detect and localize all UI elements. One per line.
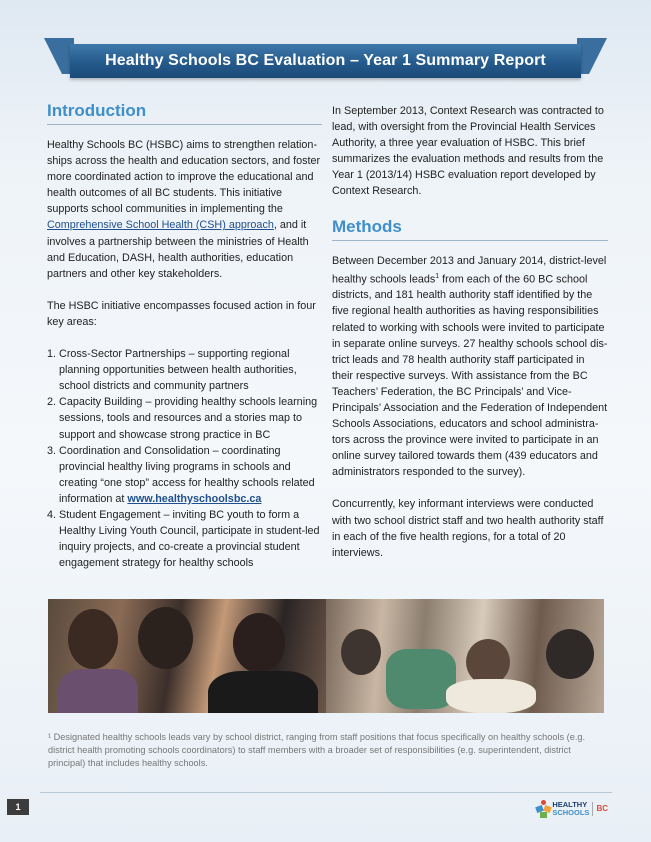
list-item [47, 394, 322, 442]
workshop-photo [326, 599, 604, 713]
intro-paragraph-1 [47, 137, 322, 282]
healthyschoolsbc-link[interactable]: www.healthyschoolsbc.ca [127, 492, 262, 505]
list-number: 1. [47, 348, 57, 361]
page-title: Healthy Schools BC Evaluation – Year 1 Summary Report [105, 52, 546, 69]
title-banner [70, 44, 581, 78]
list-text: Student Engagement – inviting BC youth to form a Healthy Living Youth Council, participate in student-led inquiry projects, and co-create a provincial student engagement strategy for healthy schools [59, 508, 320, 570]
footnote-marker: 1 [435, 272, 440, 280]
list-number: 2. [47, 396, 57, 409]
right-column [332, 103, 608, 577]
intro-text-b: , and it involves a partnership between the ministries of Health and Education, DASH, health authorities, education partners and other key stakeholders. [47, 219, 309, 280]
methods-paragraph-1 [332, 253, 608, 481]
methods-paragraph-2: Concurrently, key informant interviews were conducted with two school district staff and two health authority staff in each of the five health regions, for a total of 20 interviews. [332, 498, 604, 559]
introduction-heading: Introduction [47, 100, 322, 125]
list-text: Cross-Sector Partnerships – supporting regional planning opportunities between health authorities, school districts and community partners [59, 348, 297, 393]
methods-text-a: Between December 2013 and January 2014, district-level healthy schools leads [332, 254, 607, 286]
methods-heading: Methods [332, 216, 608, 241]
intro-paragraph-2: The HSBC initiative encompasses focused action in four key areas: [47, 299, 316, 328]
photo-strip [48, 599, 604, 713]
footer-divider [40, 792, 612, 793]
page-number: 1 [7, 799, 29, 815]
healthy-schools-bc-logo [536, 798, 608, 820]
students-photo [48, 599, 326, 713]
logo-bc: BC [592, 802, 608, 816]
csh-approach-link[interactable]: Comprehensive School Health (CSH) approach [47, 219, 274, 232]
logo-line-2: SCHOOLS [552, 808, 590, 817]
list-text: Coordination and Consolidation – coordinating provincial healthy living programs in schools and creating “one stop” access for healthy schools related information at [59, 444, 315, 505]
banner-wing-right [577, 38, 607, 74]
logo-text [552, 801, 589, 817]
list-item [47, 507, 322, 571]
logo-line-1: HEALTHY [552, 800, 588, 809]
context-paragraph: In September 2013, Context Research was contracted to lead, with oversight from the Provincial Health Services Authority, a three year evaluation of HSBC. This brief summarizes the evaluation methods and results from the Year 1 (2013/14) HSBC evaluation report developed by Context Research. [332, 105, 604, 198]
list-number: 3. [47, 444, 57, 457]
list-item [47, 346, 322, 394]
footnote: ¹ Designated healthy schools leads vary by school district, ranging from staff positions that focus specifically on healthy schools (e.g. district health promoting schools coordinators) to staff members with a broader set of responsibilities (e.g. superintendent, district principal) that includes healthy schools. [48, 732, 586, 768]
key-areas-list [47, 346, 322, 571]
list-number: 4. [47, 508, 57, 521]
list-text: Capacity Building – providing healthy schools learning sessions, tools and resources and a stories map to support and showcase strong practice in BC [59, 396, 318, 441]
list-item [47, 443, 322, 507]
left-column [47, 100, 322, 571]
methods-text-b: from each of the 60 BC school districts, and 181 health authority staff identified by the five regional health authorities as having responsibilities related to working with schools were invited to participate in separate online surveys. 27 healthy schools school district leads and 78 health authority staff participated in their respective surveys. With assistance from the BC Teachers’ Federation, the BC Principals’ and Vice-Principals’ Association and the Federation of Independent Schools Associations, educators and school administrators across the province were invited to participate in an online survey tailored towards them (439 educators and administrators responded to the survey). [332, 273, 608, 479]
logo-figure-icon [536, 800, 549, 818]
intro-text-a: Healthy Schools BC (HSBC) aims to strengthen relationships across the health and education sectors, and foster more coordinated action to improve the educational and health outcomes of all BC students. This initiative supports school communities in implementing the [47, 139, 321, 216]
